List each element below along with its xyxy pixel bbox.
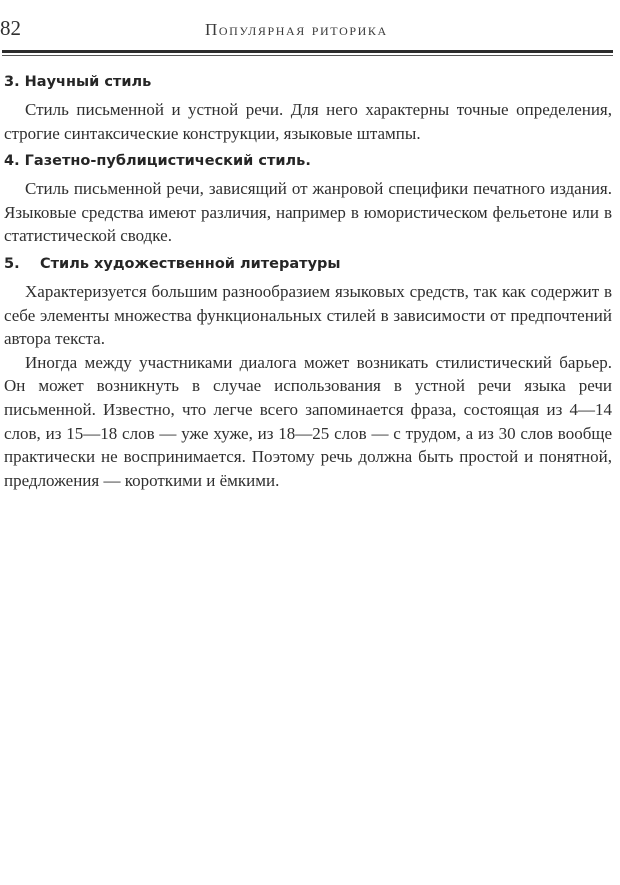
paragraph: Стиль письменной речи, зависящий от жанровой специфики печатного издания. Языковые средства имеют различия, например в юмористическом фельетоне или в статистической сводке. bbox=[4, 179, 612, 246]
section-heading-literary bbox=[4, 254, 612, 274]
page-body bbox=[4, 72, 612, 492]
paragraph: Характеризуется большим разнообразием языковых средств, так как содержит в себе элементы множества функциональных стилей в зависимости от предпочтений автора текста. bbox=[4, 281, 612, 349]
section-number: 5. bbox=[4, 255, 20, 272]
section-number: 4. bbox=[4, 153, 20, 170]
running-title: Популярная риторика bbox=[205, 20, 388, 39]
header-rule bbox=[2, 50, 613, 53]
page-number: 82 bbox=[0, 16, 21, 40]
paragraph: Стиль письменной и устной речи. Для него характерны точные определения, строгие синтаксические конструкции, языковые штампы. bbox=[4, 100, 612, 143]
section-title: Научный стиль bbox=[24, 74, 152, 90]
section-title: Газетно-публицистический стиль. bbox=[24, 153, 311, 170]
paragraph: Иногда между участниками диалога может возникать стилистический барьер. Он может возникнуть в случае использования в устной речи языка речи письменной. Известно, что легче всего запоминается фраза, состоящая из 4—14 слов, из 15—18 слов — уже хуже, из 18—25 слов — с трудом, а из 30 слов вообще практически не воспринимается. Поэтому речь должна быть простой и понятной, предложения — короткими и ёмкими. bbox=[4, 352, 612, 490]
section-title: Стиль художественной литературы bbox=[40, 255, 341, 272]
section-heading-journalistic bbox=[4, 151, 612, 171]
header-rule-thin bbox=[2, 55, 613, 56]
section-number: 3. bbox=[4, 74, 20, 90]
page-header bbox=[0, 8, 613, 48]
section-heading-scientific bbox=[4, 72, 612, 92]
